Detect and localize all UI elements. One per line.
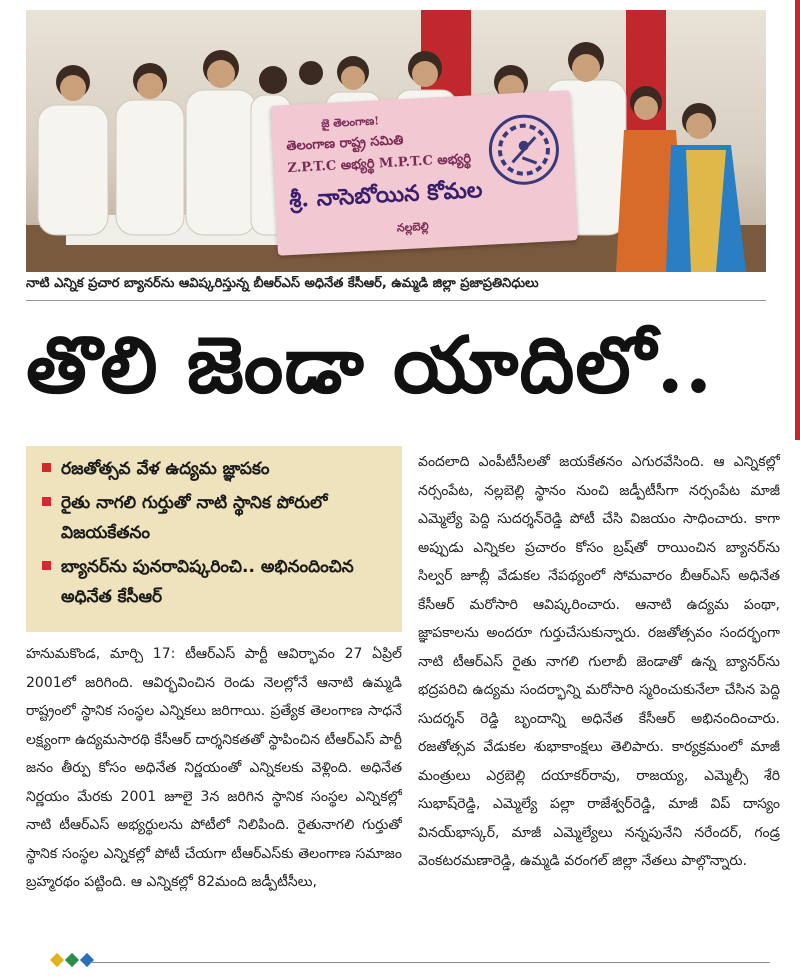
- bullet-icon: [42, 463, 51, 472]
- highlight-item: [36, 454, 392, 484]
- banner-line-2: తెలంగాణ రాష్ట్ర సమితి: [286, 133, 404, 155]
- news-photo: [26, 10, 766, 272]
- footer-rule: [90, 962, 770, 963]
- headline: తొలి జెండా యాదిలో..: [26, 320, 713, 411]
- banner-line-1: జై తెలంగాణ!: [320, 114, 380, 131]
- banner-line-3: Z.P.T.C అభ్యర్థి M.P.T.C అభ్యర్థి: [287, 151, 472, 177]
- highlights-box: [26, 446, 402, 632]
- banner-candidate-name: శ్రీ. నాసెబోయిన కోమల: [288, 176, 484, 214]
- bullet-icon: [42, 497, 51, 506]
- photo-caption: నాటి ఎన్నిక ప్రచార బ్యానర్‌ను ఆవిష్కరిస్తున్న బీఆర్ఎస్ అధినేత కేసీఆర్, ఉమ్మడి జిల్లా ప్రజాప్రతినిధులు: [26, 276, 766, 301]
- footer-ornament: [52, 955, 97, 965]
- election-banner: [270, 90, 577, 255]
- diamond-icon: [50, 953, 64, 967]
- highlight-item: [36, 552, 392, 612]
- highlight-text: రజతోత్సవ వేళ ఉద్యమ జ్ఞాపకం: [61, 459, 270, 479]
- highlight-text: బ్యానర్‌ను పునరావిష్కరించి.. అభినందించిన అధినేత కేసీఆర్: [61, 557, 354, 607]
- diamond-icon: [65, 953, 79, 967]
- highlight-text: రైతు నాగలి గుర్తుతో నాటి స్థానిక పోరులో విజయకేతనం: [61, 493, 328, 543]
- article-column-left: [26, 640, 402, 940]
- diamond-icon: [80, 953, 94, 967]
- article-paragraph: హనుమకొండ, మార్చి 17: టీఆర్ఎస్ పార్టీ ఆవిర్భావం 27 ఏప్రిల్ 2001లో జరిగింది. ఆవిర్భవించిన రెండు నెలల్లోనే ఆనాటి ఉమ్మడి రాష్ట్రంలో స్థానిక సంస్థల ఎన్నికలు జరిగాయి. ప్రత్యేక తెలంగాణ సాధనే లక్ష్యంగా ఉద్యమసారథి కేసీఆర్ దార్శనికతతో స్థాపించిన టీఆర్ఎస్ పార్టీ జనం తీర్పు కోసం అధినేత నిర్ణయంతో ఎన్నికలకు వెళ్లింది. అధినేత నిర్ణయం మేరకు 2001 జూలై 3న జరిగిన స్థానిక సంస్థల ఎన్నికల్లో నాటి టీఆర్ఎస్ అభ్యర్థులను పోటీలో నిలిపింది. రైతునాగలి గుర్తుతో స్థానిక సంస్థల ఎన్నికల్లో పోటీ చేయగా టీఆర్ఎస్‌కు తెలంగాణ సమాజం బ్రహ్మరథం పట్టింది. ఆ ఎన్నికల్లో 82మంది జడ్పీటీసీలు,: [26, 646, 402, 890]
- bullet-icon: [42, 561, 51, 570]
- article-column-right: [418, 448, 780, 948]
- banner-line-5: నల్లబెల్లి: [396, 219, 429, 235]
- highlight-item: [36, 488, 392, 548]
- red-edge-strip: [795, 0, 800, 440]
- article-paragraph: వందలాది ఎంపీటీసీలతో జయకేతనం ఎగురవేసింది. ఆ ఎన్నికల్లో నర్సంపేట, నల్లబెల్లి స్థానం నుంచి జడ్పీటీసీగా నర్సంపేట మాజీ ఎమ్మెల్యే పెద్ది సుదర్శన్‌రెడ్డి పోటీ చేసి విజయం సాధించారు. కాగా అప్పుడు ఎన్నికల ప్రచారం కోసం బ్రష్‌తో రాయించిన బ్యానర్‌ను సిల్వర్ జూబ్లీ వేడుకల నేపథ్యంలో సోమవారం బీఆర్ఎస్ అధినేత కేసీఆర్ మరోసారి ఆవిష్కరించారు. ఆనాటి ఉద్యమ పంథా, జ్ఞాపకాలను అందరూ గుర్తుచేసుకున్నారు. రజతోత్సవం సందర్భంగా నాటి టీఆర్ఎస్ రైతు నాగలి గులాబీ జెండాతో ఉన్న బ్యానర్‌ను భద్రపరిచి ఉద్యమ సందర్భాన్ని మరోసారి స్మరించుకునేలా చేసిన పెద్ది సుదర్శన్ రెడ్డి బృందాన్ని అధినేత కేసీఆర్ అభినందించారు. రజతోత్సవ వేడుకల శుభాకాంక్షలు తెలిపారు. కార్యక్రమంలో మాజీ మంత్రులు ఎర్రబెల్లి దయాకర్‌రావు, రాజయ్య, ఎమ్మెల్సీ శేరి సుభాష్‌రెడ్డి, ఎమ్మెల్యే పల్లా రాజేశ్వర్‌రెడ్డి, మాజీ విప్ దాస్యం వినయ్‌భాస్కర్, మాజీ ఎమ్మెల్యేలు నన్నపునేని నరేందర్, గండ్ర వెంకటరమణారెడ్డి, ఉమ్మడి వరంగల్ జిల్లా నేతలు పాల్గొన్నారు.: [418, 454, 780, 869]
